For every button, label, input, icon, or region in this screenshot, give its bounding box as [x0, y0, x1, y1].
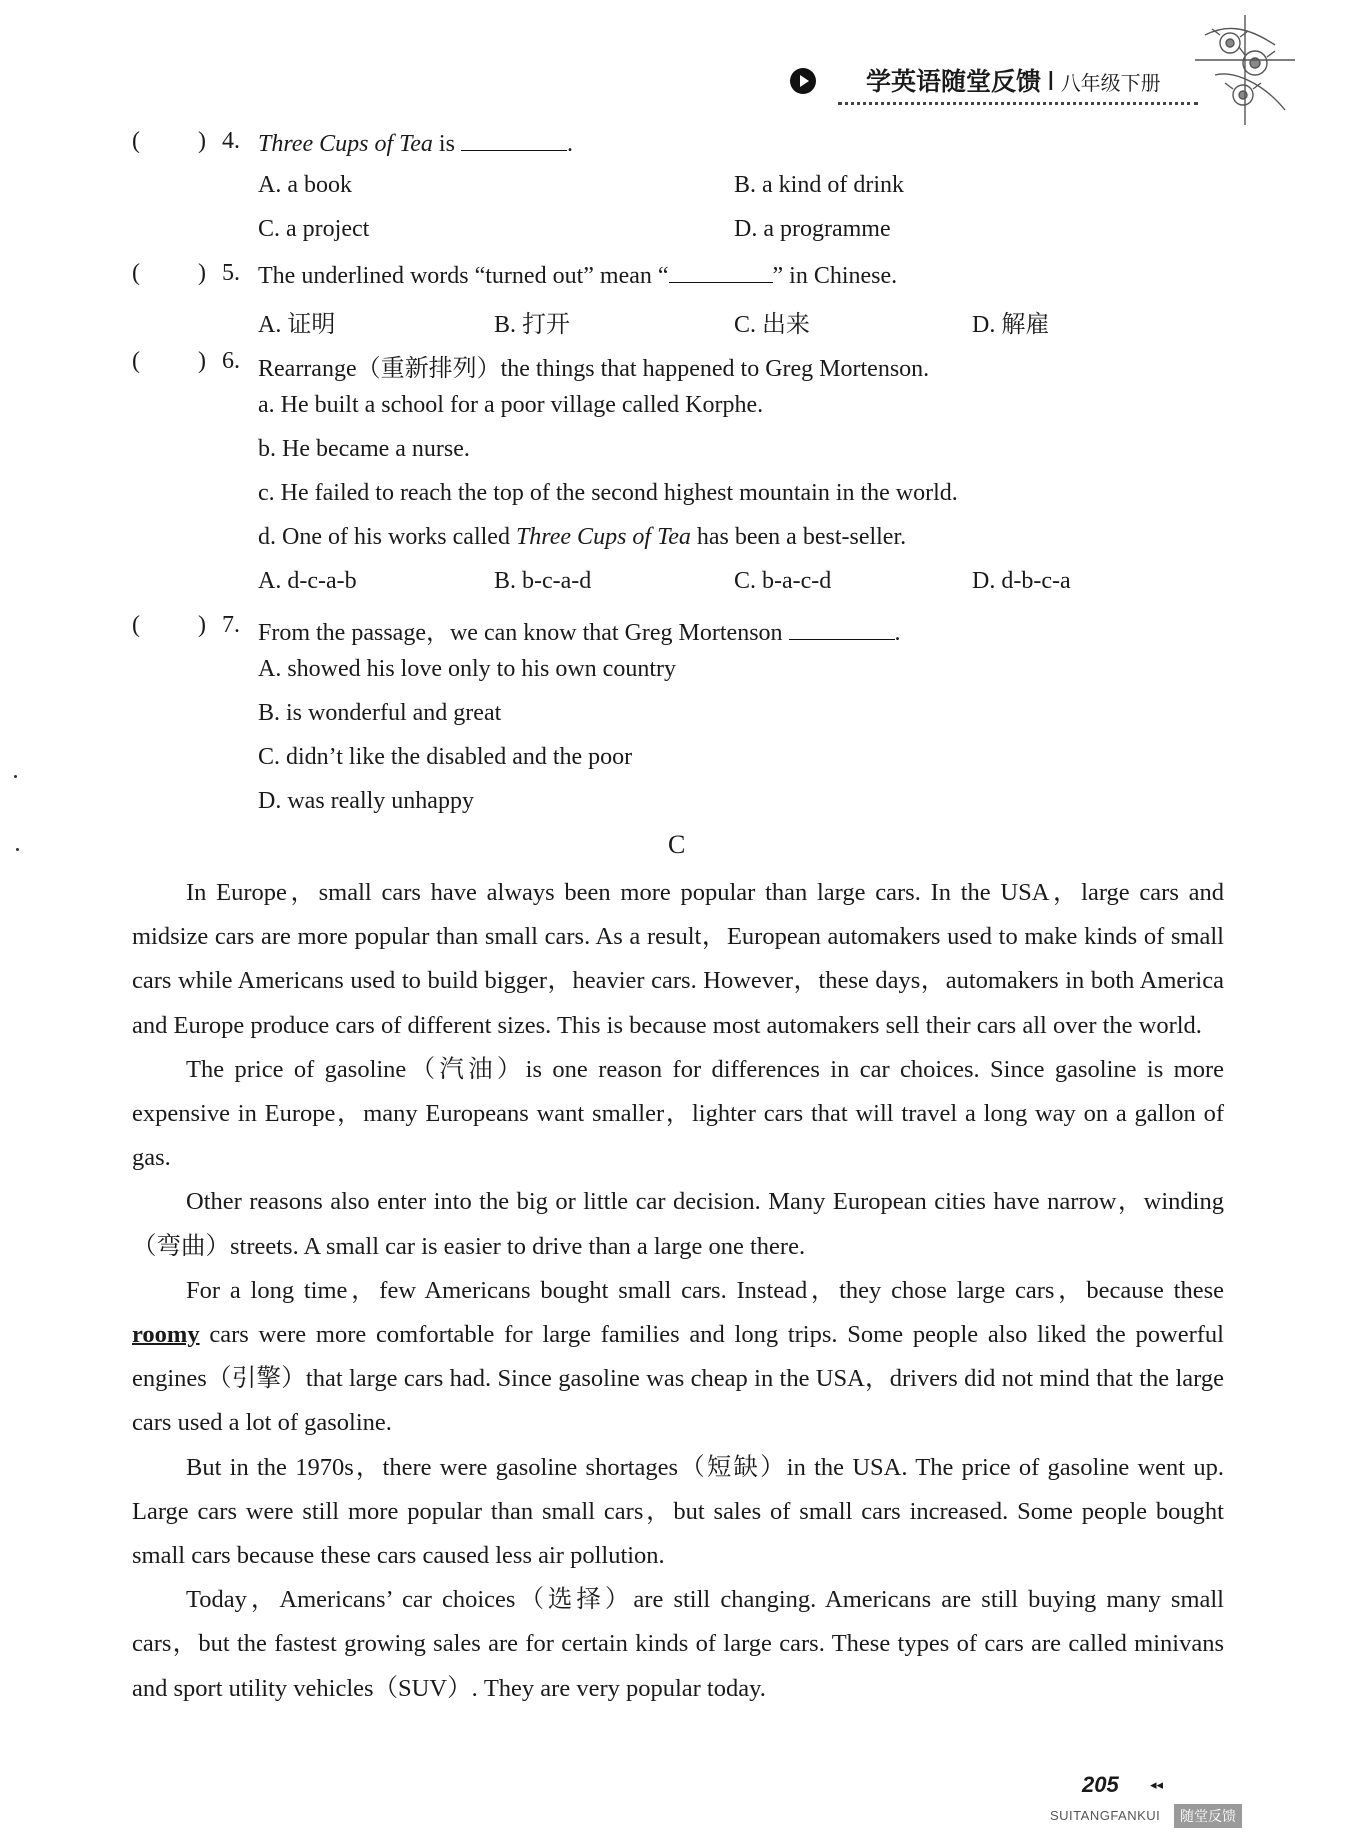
event-item-c: c. He failed to reach the top of the second highest mountain in the world.	[258, 480, 958, 506]
option-d: D. a programme	[734, 216, 891, 242]
answer-paren-close: )	[198, 612, 206, 638]
margin-mark	[16, 848, 19, 851]
option-b: B. is wonderful and great	[258, 700, 502, 726]
footer-brand: SUITANGFANKUI	[1050, 1808, 1161, 1823]
option-a: A. showed his love only to his own country	[258, 656, 676, 682]
margin-mark	[14, 775, 17, 778]
question-number: 5.	[222, 260, 240, 286]
option-b: B. 打开	[494, 312, 571, 338]
book-subtitle: 八年级下册	[1060, 71, 1161, 95]
answer-blank[interactable]	[461, 128, 567, 151]
page-number: 205	[1082, 1772, 1119, 1797]
book-title	[866, 62, 1161, 98]
passage-paragraph: Other reasons also enter into the big or little car decision. Many European cities have narrow，winding（弯曲）streets. A small car is easier to drive than a large one there.	[132, 1188, 1224, 1260]
page-header	[790, 60, 1250, 110]
option-a: A. 证明	[258, 312, 336, 338]
option-a: A. d-c-a-b	[258, 568, 357, 594]
option-c: C. a project	[258, 216, 370, 242]
question-number: 7.	[222, 612, 240, 638]
page-footer	[1050, 1772, 1330, 1832]
stem-text: is	[432, 131, 461, 157]
answer-paren-close: )	[198, 348, 206, 374]
book-title-italic: Three Cups of Tea	[515, 524, 691, 550]
option-a: A. a book	[258, 172, 352, 198]
option-c: C. didn’t like the disabled and the poor	[258, 744, 633, 770]
event-item-b: b. He became a nurse.	[258, 436, 470, 462]
underlined-word: roomy	[132, 1321, 200, 1349]
event-item-d-end: has been a best-seller.	[690, 524, 907, 550]
option-b: B. b-c-a-d	[494, 568, 592, 594]
event-item-a: a. He built a school for a poor village called Korphe.	[258, 392, 764, 418]
answer-paren-open: (	[132, 612, 140, 638]
stem-end: .	[894, 620, 901, 646]
option-d: D. d-b-c-a	[972, 568, 1071, 594]
passage-paragraph: The price of gasoline（汽油）is one reason for differences in car choices. Since gasoline is more expensive in Europe，many Europeans want smaller，lighter cars that will travel a long way on a gallon of gas.	[132, 1055, 1224, 1172]
answer-blank[interactable]	[789, 617, 895, 640]
flower-ornament-icon	[1185, 15, 1305, 125]
question-stem: Rearrange（重新排列）the things that happened to Greg Mortenson.	[258, 356, 930, 382]
book-title-italic: Three Cups of Tea	[258, 131, 433, 157]
stem-end: ” in Chinese.	[772, 263, 898, 289]
event-item-d-text: d. One of his works called	[258, 524, 516, 550]
reading-passage	[132, 871, 1224, 1711]
answer-paren-open: (	[132, 260, 140, 286]
double-arrow-icon: ◂◂	[1150, 1778, 1164, 1793]
question-stem	[258, 612, 901, 647]
title-separator: I	[1047, 67, 1055, 97]
book-title-text: 学英语随堂反馈	[866, 67, 1042, 96]
footer-brand-badge: 随堂反馈	[1174, 1804, 1242, 1828]
option-c: C. b-a-c-d	[734, 568, 832, 594]
stem-text: The underlined words “turned out” mean “	[258, 263, 669, 289]
question-number: 4.	[222, 128, 240, 154]
answer-paren-close: )	[198, 128, 206, 154]
option-d: D. 解雇	[972, 312, 1050, 338]
option-d: D. was really unhappy	[258, 788, 474, 814]
answer-paren-open: (	[132, 128, 140, 154]
stem-end: .	[566, 131, 573, 157]
question-stem	[258, 260, 897, 290]
header-dotted-rule	[838, 102, 1198, 105]
stem-text: From the passage，we can know that Greg Mortenson	[258, 620, 789, 646]
answer-paren-open: (	[132, 348, 140, 374]
answer-blank[interactable]	[669, 260, 773, 283]
paragraph-text: cars were more comfortable for large families and long trips. Some people also liked the powerful engines（引擎）that large cars had. Since gasoline was cheap in the USA，drivers did not mind that the large cars used a lot of gasoline.	[132, 1321, 1224, 1437]
event-item-d	[258, 524, 906, 551]
answer-paren-close: )	[198, 260, 206, 286]
option-c: C. 出来	[734, 312, 811, 338]
question-stem	[258, 128, 573, 158]
passage-paragraph: But in the 1970s，there were gasoline shortages（短缺）in the USA. The price of gasoline went up. Large cars were still more popular than small cars，but sales of small cars increased. Some people bought small cars because these cars caused less air pollution.	[132, 1453, 1224, 1570]
play-icon	[790, 68, 816, 94]
passage-paragraph: In Europe，small cars have always been more popular than large cars. In the USA，large cars and midsize cars are more popular than small cars. As a result，European automakers used to make kinds of small cars while Americans used to build bigger，heavier cars. However，these days，automakers in both America and Europe produce cars of different sizes. This is because most automakers sell their cars all over the world.	[132, 879, 1224, 1039]
section-label: C	[668, 830, 686, 859]
option-b: B. a kind of drink	[734, 172, 904, 198]
passage-paragraph: Today，Americans’ car choices（选择）are still changing. Americans are still buying many small cars，but the fastest growing sales are for certain kinds of large cars. These types of cars are called minivans and sport utility vehicles（SUV）. They are very popular today.	[132, 1586, 1224, 1702]
passage-paragraph	[132, 1269, 1224, 1446]
paragraph-text: For a long time，few Americans bought small cars. Instead，they chose large cars，because these	[186, 1276, 1224, 1304]
question-number: 6.	[222, 348, 240, 374]
